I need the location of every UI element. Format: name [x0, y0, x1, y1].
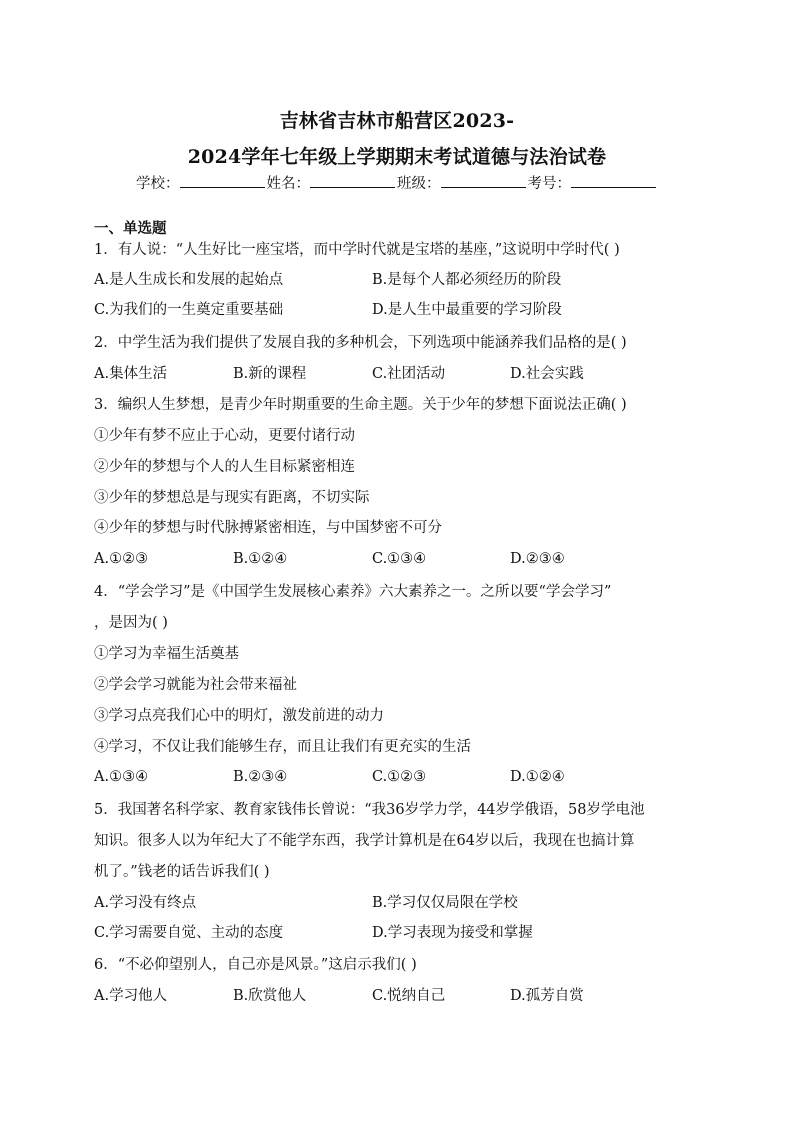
- question-1-options-row-2: [94, 300, 714, 320]
- question-4-stem-line-1: 4．“学会学习”是《中国学生发展核心素养》六大素养之一。之所以要“学会学习”: [94, 584, 612, 600]
- question-4-stem-line-2: ，是因为( ): [94, 615, 168, 631]
- question-4-option-d: D.①②④: [510, 769, 565, 785]
- question-5-option-c: C.学习需要自觉、主动的态度: [94, 925, 284, 941]
- class-blank: [441, 175, 526, 188]
- question-1-options-row-1: [94, 270, 714, 290]
- question-2-options-row: [94, 364, 714, 384]
- question-4-item-2: ②学会学习就能为社会带来福祉: [94, 677, 297, 693]
- question-5-options-row-2: [94, 923, 714, 943]
- question-4-item-3: ③学习点亮我们心中的明灯，激发前进的动力: [94, 708, 384, 724]
- question-6-stem: 6．“不必仰望别人，自己亦是风景。”这启示我们( ): [94, 957, 417, 973]
- name-label: 姓名：: [266, 176, 310, 192]
- question-1-option-d: D.是人生中最重要的学习阶段: [372, 302, 562, 318]
- question-1-option-a: A.是人生成长和发展的起始点: [94, 272, 284, 288]
- question-6-options-row: [94, 986, 714, 1006]
- exam-no-label: 考号：: [527, 176, 571, 192]
- question-5-options-row-1: [94, 893, 714, 913]
- exam-title-line-2: 2024学年七年级上学期期末考试道德与法治试卷: [187, 146, 607, 168]
- question-2-stem: 2．中学生活为我们提供了发展自我的多种机会，下列选项中能涵养我们品格的是( ): [94, 335, 627, 351]
- question-3-option-b: B.①②④: [233, 551, 288, 567]
- question-6-option-b: B.欣赏他人: [233, 988, 307, 1004]
- exam-no-blank: [571, 175, 656, 188]
- question-4-option-a: A.①③④: [94, 769, 149, 785]
- question-5-option-d: D.学习表现为接受和掌握: [372, 925, 533, 941]
- question-1-option-b: B.是每个人都必须经历的阶段: [372, 272, 562, 288]
- question-1-stem: 1．有人说：“人生好比一座宝塔，而中学时代就是宝塔的基座，”这说明中学时代( ): [94, 242, 620, 258]
- question-2-option-a: A.集体生活: [94, 366, 168, 382]
- question-3-option-a: A.①②③: [94, 551, 149, 567]
- question-2-option-b: B.新的课程: [233, 366, 307, 382]
- question-3-item-3: ③少年的梦想总是与现实有距离，不切实际: [94, 490, 370, 506]
- question-3-item-1: ①少年有梦不应止于心动，更要付诸行动: [94, 428, 355, 444]
- name-blank: [310, 175, 395, 188]
- question-3-item-4: ④少年的梦想与时代脉搏紧密相连，与中国梦密不可分: [94, 520, 442, 536]
- question-3-options-row: [94, 549, 714, 569]
- student-info-line: [0, 172, 794, 193]
- question-3-option-d: D.②③④: [510, 551, 565, 567]
- question-4-option-b: B.②③④: [233, 769, 288, 785]
- section-heading: 一、单选题: [94, 220, 167, 237]
- question-1-option-c: C.为我们的一生奠定重要基础: [94, 302, 284, 318]
- question-5-option-b: B.学习仅仅局限在学校: [372, 895, 518, 911]
- exam-title-line-1: 吉林省吉林市船营区2023-: [279, 110, 515, 132]
- question-5-stem-line-3: 机了。”钱老的话告诉我们( ): [94, 864, 270, 880]
- question-2-option-d: D.社会实践: [510, 366, 584, 382]
- school-blank: [180, 175, 265, 188]
- question-5-stem-line-2: 知识。很多人以为年纪大了不能学东西，我学计算机是在64岁以后，我现在也搞计算: [94, 833, 635, 849]
- question-3-stem: 3．编织人生梦想，是青少年时期重要的生命主题。关于少年的梦想下面说法正确( ): [94, 397, 627, 413]
- school-label: 学校：: [136, 176, 180, 192]
- question-6-option-d: D.孤芳自赏: [510, 988, 584, 1004]
- question-5-stem-line-1: 5．我国著名科学家、教育家钱伟长曾说：“我36岁学力学，44岁学俄语，58岁学电池: [94, 802, 645, 818]
- question-4-item-1: ①学习为幸福生活奠基: [94, 646, 239, 662]
- question-2-option-c: C.社团活动: [372, 366, 446, 382]
- question-4-option-c: C.①②③: [372, 769, 427, 785]
- class-label: 班级：: [397, 176, 441, 192]
- question-4-options-row: [94, 767, 714, 787]
- question-6-option-c: C.悦纳自己: [372, 988, 446, 1004]
- question-5-option-a: A.学习没有终点: [94, 895, 197, 911]
- question-6-option-a: A.学习他人: [94, 988, 168, 1004]
- question-3-option-c: C.①③④: [372, 551, 427, 567]
- question-3-item-2: ②少年的梦想与个人的人生目标紧密相连: [94, 459, 355, 475]
- question-4-item-4: ④学习，不仅让我们能够生存，而且让我们有更充实的生活: [94, 739, 471, 755]
